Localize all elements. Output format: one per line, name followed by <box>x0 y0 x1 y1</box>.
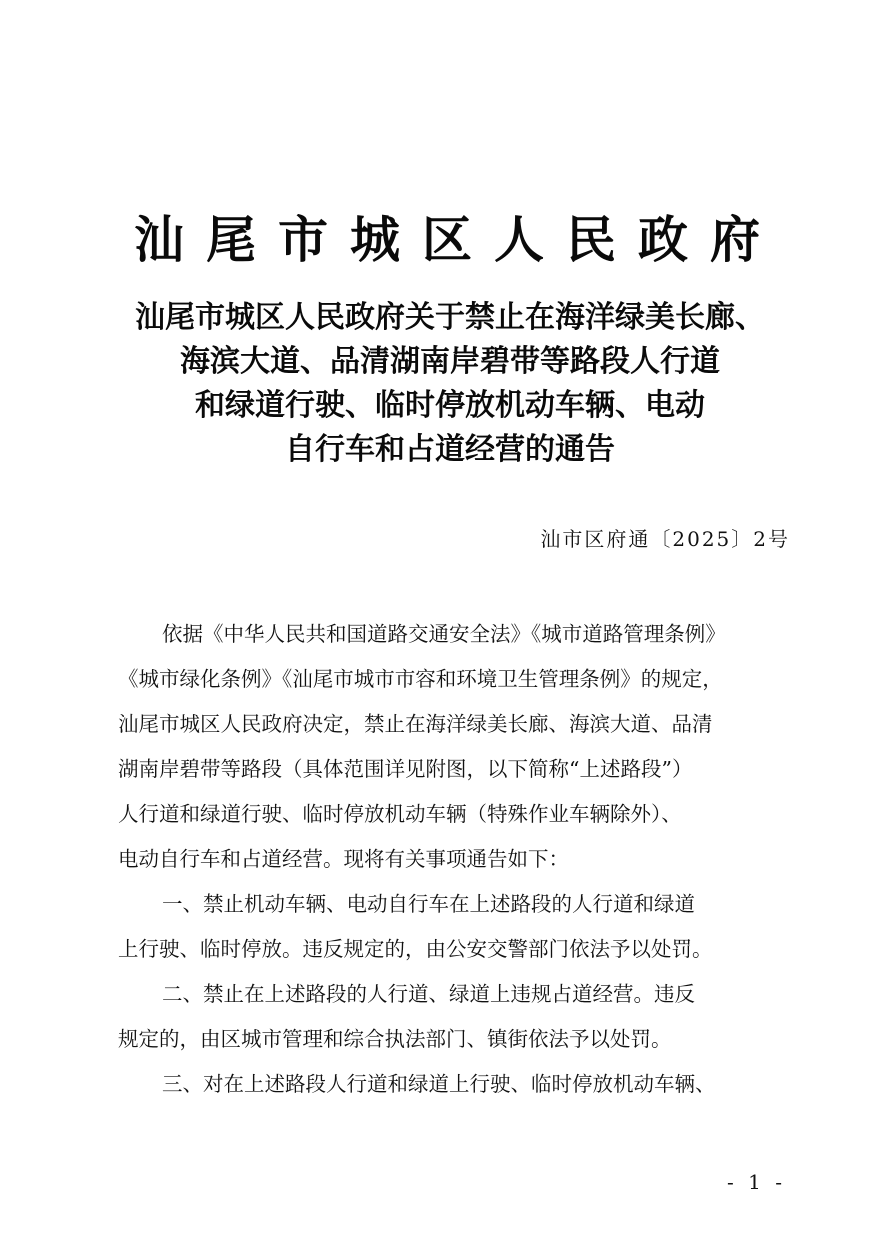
clause-three-line: 三、对在上述路段人行道和绿道上行驶、临时停放机动车辆、 <box>162 1072 716 1096</box>
document-title <box>100 296 800 472</box>
clause-two-line: 二、禁止在上述路段的人行道、绿道上违规占道经营。违反 <box>162 982 695 1006</box>
document-title-line: 海滨大道、品清湖南岸碧带等路段人行道 <box>180 344 720 379</box>
body-paragraph-line: 汕尾市城区人民政府决定，禁止在海洋绿美长廊、海滨大道、品清 <box>118 712 713 736</box>
document-number: 汕市区府通〔2025〕2号 <box>540 527 790 551</box>
body-paragraph-line: 《城市绿化条例》《汕尾市城市市容和环境卫生管理条例》的规定， <box>118 667 723 691</box>
body-paragraph-line: 依据《中华人民共和国道路交通安全法》《城市道路管理条例》 <box>162 622 726 646</box>
document-title-line: 汕尾市城区人民政府关于禁止在海洋绿美长廊、 <box>135 300 765 335</box>
body-paragraph-line: 电动自行车和占道经营。现将有关事项通告如下： <box>118 847 569 871</box>
issuing-authority-title: 汕尾市城区人民政府 <box>134 211 782 269</box>
clause-one-line: 一、禁止机动车辆、电动自行车在上述路段的人行道和绿道 <box>162 892 695 916</box>
body-paragraph-line: 湖南岸碧带等路段（具体范围详见附图，以下简称“上述路段”） <box>118 757 693 781</box>
body-paragraph-line: 人行道和绿道行驶、临时停放机动车辆（特殊作业车辆除外）、 <box>118 802 682 826</box>
document-title-line: 自行车和占道经营的通告 <box>285 432 615 467</box>
clause-one-line: 上行驶、临时停放。违反规定的，由公安交警部门依法予以处罚。 <box>118 937 713 961</box>
clause-two-line: 规定的，由区城市管理和综合执法部门、镇街依法予以处罚。 <box>118 1027 672 1051</box>
document-body <box>118 612 798 1107</box>
document-title-line: 和绿道行驶、临时停放机动车辆、电动 <box>195 388 705 423</box>
page-number: - 1 - <box>727 1170 786 1194</box>
